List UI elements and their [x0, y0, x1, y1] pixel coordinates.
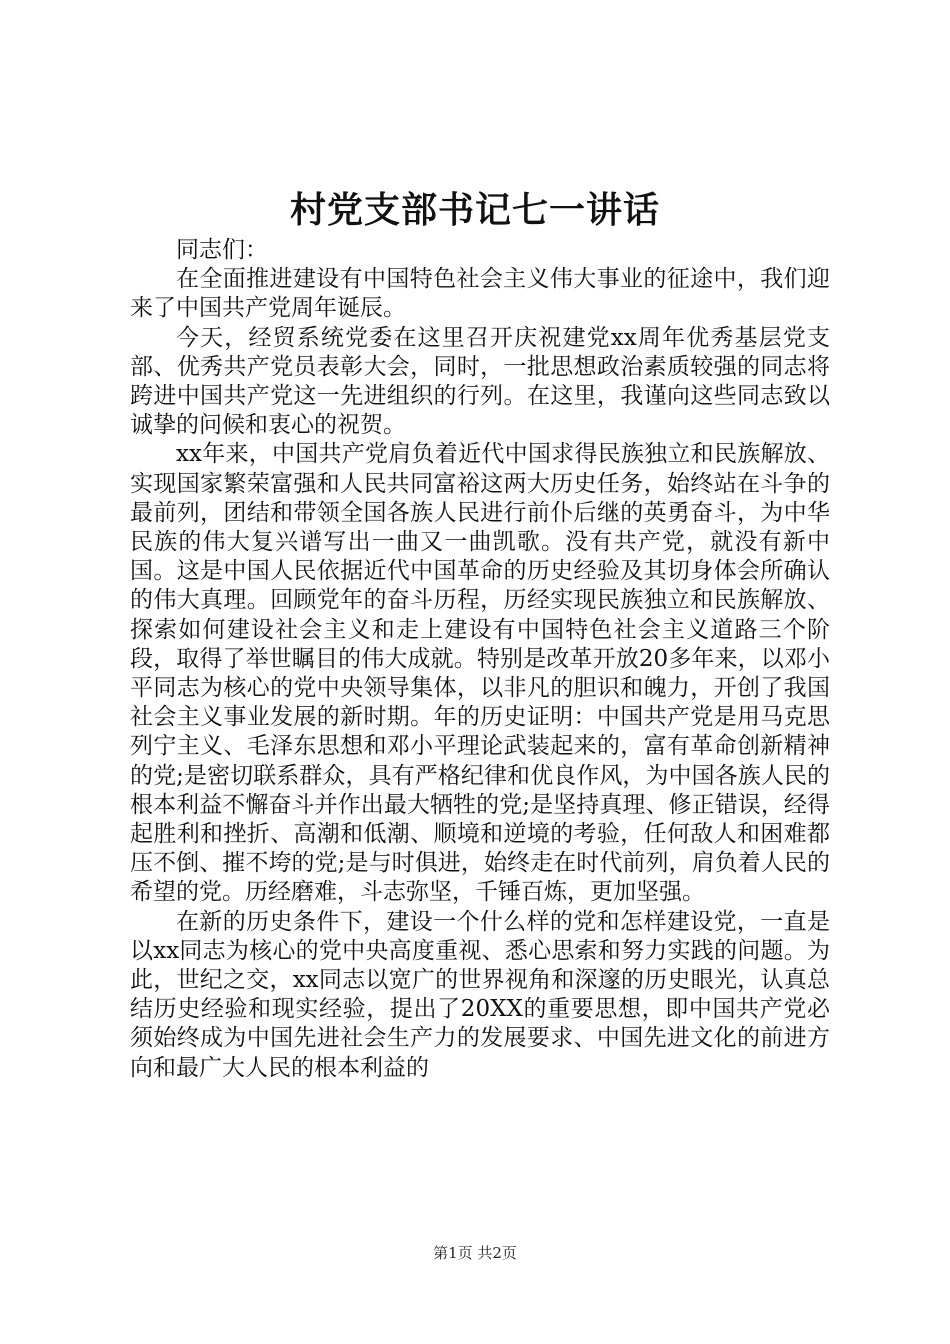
document-title: 村党支部书记七一讲话 [289, 189, 660, 231]
page-footer: 第1页 共2页 [433, 1244, 517, 1262]
paragraph-2: 今天，经贸系统党委在这里召开庆祝建党xx周年优秀基层党支部、优秀共产党员表彰大会，同时，一批思想政治素质较强的同志将跨进中国共产党这一先进组织的行列。在这里，我谨向这些同志致以诚挚的问候和衷心的祝贺。 [130, 324, 830, 439]
document-body [130, 236, 830, 1083]
paragraph-1: 在全面推进建设有中国特色社会主义伟大事业的征途中，我们迎来了中国共产党周年诞辰。 [130, 266, 830, 322]
paragraph-4: 在新的历史条件下，建设一个什么样的党和怎样建设党，一直是以xx同志为核心的党中央高度重视、悉心思索和努力实践的问题。为此，世纪之交，xx同志以宽广的世界视角和深邃的历史眼光，认真总结历史经验和现实经验，提出了20XX的重要思想，即中国共产党必须始终成为中国先进社会生产力的发展要求、中国先进文化的前进方向和最广大人民的根本利益的 [130, 908, 830, 1081]
paragraph-3: xx年来，中国共产党肩负着近代中国求得民族独立和民族解放、实现国家繁荣富强和人民共同富裕这两大历史任务，始终站在斗争的最前列，团结和带领全国各族人民进行前仆后继的英勇奋斗，为中华民族的伟大复兴谱写出一曲又一曲凯歌。没有共产党，就没有新中国。这是中国人民依据近代中国革命的历史经验及其切身体会所确认的伟大真理。回顾党年的奋斗历程，历经实现民族独立和民族解放、探索如何建设社会主义和走上建设有中国特色社会主义道路三个阶段，取得了举世瞩目的伟大成就。特别是改革开放20多年来，以邓小平同志为核心的党中央领导集体，以非凡的胆识和魄力，开创了我国社会主义事业发展的新时期。年的历史证明：中国共产党是用马克思列宁主义、毛泽东思想和邓小平理论武装起来的，富有革命创新精神的党;是密切联系群众，具有严格纪律和优良作风，为中国各族人民的根本利益不懈奋斗并作出最大牺牲的党;是坚持真理、修正错误，经得起胜利和挫折、高潮和低潮、顺境和逆境的考验，任何敌人和困难都压不倒、摧不垮的党;是与时俱进，始终走在时代前列，肩负着人民的希望的党。历经磨难，斗志弥坚，千锤百炼，更加坚强。 [130, 441, 830, 906]
salutation: 同志们： [176, 237, 268, 263]
